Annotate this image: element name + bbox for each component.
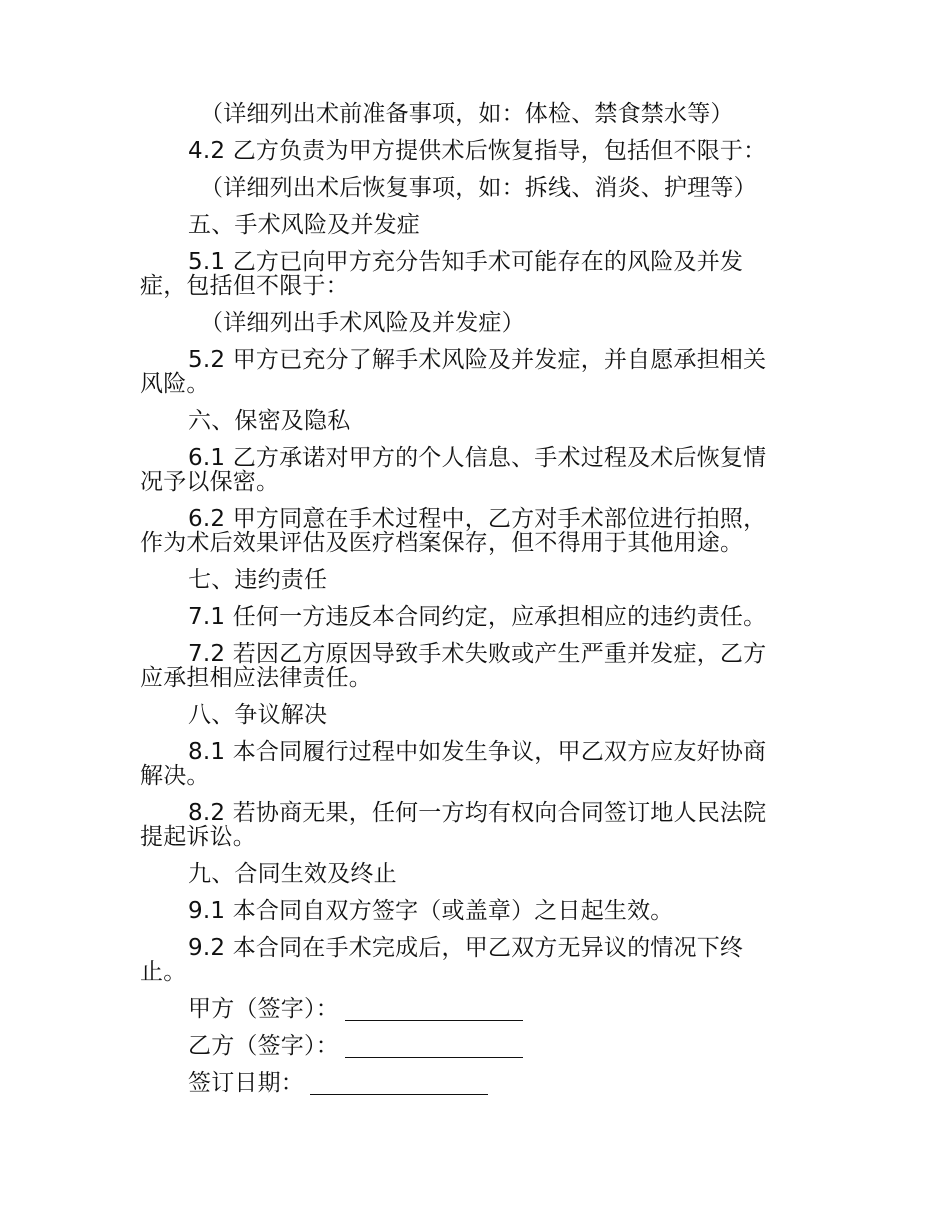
document-body <box>140 102 805 1095</box>
clause-8-1: 8.1 本合同履行过程中如发生争议，甲乙双方应友好协商 <box>188 739 767 765</box>
party-b-signature <box>140 1034 805 1058</box>
clause-6-2: 6.2 甲方同意在手术过程中，乙方对手术部位进行拍照， <box>188 506 767 532</box>
section-9-heading: 九、合同生效及终止 <box>188 861 397 887</box>
clause-6-2-cont: 作为术后效果评估及医疗档案保存，但不得用于其他用途。 <box>140 530 744 556</box>
clause-9-1: 9.1 本合同自双方签字（或盖章）之日起生效。 <box>188 898 674 924</box>
party-b-signature-line[interactable] <box>345 1037 523 1058</box>
section-5-heading: 五、手术风险及并发症 <box>188 212 420 238</box>
section-6-heading: 六、保密及隐私 <box>188 408 351 434</box>
clause-5-1-cont: 症，包括但不限于： <box>140 273 349 299</box>
clause-7-2: 7.2 若因乙方原因导致手术失败或产生严重并发症，乙方 <box>188 641 767 667</box>
clause-4-2: 4.2 乙方负责为甲方提供术后恢复指导，包括但不限于： <box>188 138 767 164</box>
signing-date-label: 签订日期： <box>188 1070 304 1096</box>
preop-details-note: （详细列出术前准备事项，如：体检、禁食禁水等） <box>200 101 734 127</box>
clause-6-1: 6.1 乙方承诺对甲方的个人信息、手术过程及术后恢复情 <box>188 445 767 471</box>
party-a-label: 甲方（签字）： <box>188 996 339 1022</box>
postop-details-note: （详细列出术后恢复事项，如：拆线、消炎、护理等） <box>200 175 757 201</box>
signing-date <box>140 1071 805 1095</box>
clause-5-1: 5.1 乙方已向甲方充分告知手术可能存在的风险及并发 <box>188 249 744 275</box>
clause-8-2-cont: 提起诉讼。 <box>140 824 256 850</box>
risk-details-note: （详细列出手术风险及并发症） <box>200 310 525 336</box>
clause-7-1: 7.1 任何一方违反本合同约定，应承担相应的违约责任。 <box>188 604 767 630</box>
party-b-label: 乙方（签字）： <box>188 1033 339 1059</box>
clause-8-2: 8.2 若协商无果，任何一方均有权向合同签订地人民法院 <box>188 800 767 826</box>
clause-6-1-cont: 况予以保密。 <box>140 469 280 495</box>
section-8-heading: 八、争议解决 <box>188 702 328 728</box>
clause-5-2: 5.2 甲方已充分了解手术风险及并发症，并自愿承担相关 <box>188 347 767 373</box>
clause-5-2-cont: 风险。 <box>140 371 210 397</box>
clause-7-2-cont: 应承担相应法律责任。 <box>140 665 372 691</box>
section-7-heading: 七、违约责任 <box>188 567 328 593</box>
clause-8-1-cont: 解决。 <box>140 763 210 789</box>
party-a-signature-line[interactable] <box>345 1000 523 1021</box>
clause-9-2: 9.2 本合同在手术完成后，甲乙双方无异议的情况下终 <box>188 935 744 961</box>
party-a-signature <box>140 997 805 1021</box>
signing-date-line[interactable] <box>310 1074 488 1095</box>
clause-9-2-cont: 止。 <box>140 959 187 985</box>
